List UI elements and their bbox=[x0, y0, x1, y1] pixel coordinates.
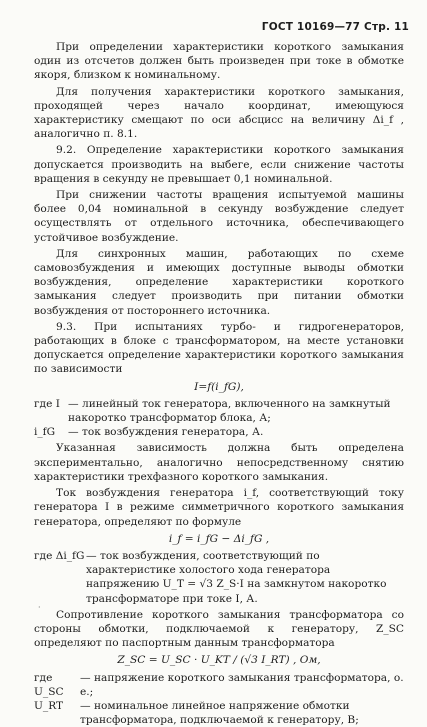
scan-mark: · bbox=[38, 603, 41, 612]
document-body bbox=[34, 40, 404, 727]
definition-text: — ток возбуждения, соответствующий по характеристике холостого хода генератора напряжению U_T = √3 Z_S·I на замкнутом накоротко трансформаторе при токе I, А. bbox=[86, 549, 387, 605]
paragraph: Для синхронных машин, работающих по схеме самовозбуждения и имеющих доступные выводы обмотки возбуждения, определение характеристики короткого замыкания следует производить при питании обмотки возбуждения от постороннего источника. bbox=[34, 247, 404, 317]
definition-text: — напряжение короткого замыкания трансформатора, о. е.; bbox=[80, 671, 404, 698]
paragraph: Ток возбуждения генератора i_f, соответствующий току генератора I в режиме симметричного короткого замыкания генератора, определяют по формуле bbox=[34, 487, 404, 528]
definition-term: где U_SC bbox=[34, 671, 64, 698]
definition-term: где I bbox=[34, 397, 60, 410]
definition-term: где Δi_fG bbox=[34, 549, 85, 562]
paragraph: Указанная зависимость должна быть определена экспериментально, аналогично непосредственному снятию характеристики трехфазного короткого замыкания. bbox=[34, 442, 404, 483]
definition-item bbox=[34, 671, 404, 699]
definition-item bbox=[34, 397, 404, 425]
paragraph-9-2: 9.2. Определение характеристики короткого замыкания допускается производить на выбеге, если снижение частоты вращения в секунду не превышает 0,1 номинальной. bbox=[34, 144, 404, 185]
paragraph-9-3: 9.3. При испытаниях турбо- и гидрогенераторов, работающих в блоке с трансформатором, на месте установки допускается определение характеристики короткого замыкания по зависимости bbox=[34, 320, 404, 376]
paragraph: При снижении частоты вращения испытуемой машины более 0,04 номинальной в секунду возбуждение следует осуществлять от отдельного источника, обеспечивающего устойчивое возбуждение. bbox=[34, 189, 404, 244]
definition-text: — линейный ток генератора, включенного на замкнутый накоротко трансформатор блока, А; bbox=[68, 397, 391, 425]
definition-text: — ток возбуждения генератора, А. bbox=[68, 426, 264, 439]
definition-item bbox=[34, 549, 404, 606]
definition-item bbox=[34, 699, 404, 727]
formula-2: i_f = i_fG − Δi_fG , bbox=[168, 532, 270, 545]
definition-term: i_fG bbox=[34, 426, 56, 439]
formula-1: I=f(i_fG), bbox=[194, 380, 244, 393]
paragraph: При определении характеристики короткого замыкания один из отсчетов должен быть произведен при токе в обмотке якоря, близком к номинальному. bbox=[34, 41, 404, 82]
page-header: ГОСТ 10169—77 Стр. 11 bbox=[261, 21, 409, 33]
definition-text: — номинальное линейное напряжение обмотки трансформатора, подключаемой к генератору, В; bbox=[80, 699, 359, 727]
paragraph: Для получения характеристики короткого замыкания, проходящей через начало координат, имеющуюся характеристику смещают по оси абсцисс на величину Δi_f , аналогично п. 8.1. bbox=[34, 85, 404, 141]
formula-3: Z_SC = U_SC · U_KT / (√3 I_RT) , Ом, bbox=[117, 654, 321, 667]
paragraph: Сопротивление короткого замыкания трансформатора со стороны обмотки, подключаемой к генератору, Z_SC определяют по паспортным данным трансформатора bbox=[34, 608, 404, 650]
definition-item bbox=[34, 425, 404, 439]
definition-term: U_RT bbox=[34, 699, 64, 712]
